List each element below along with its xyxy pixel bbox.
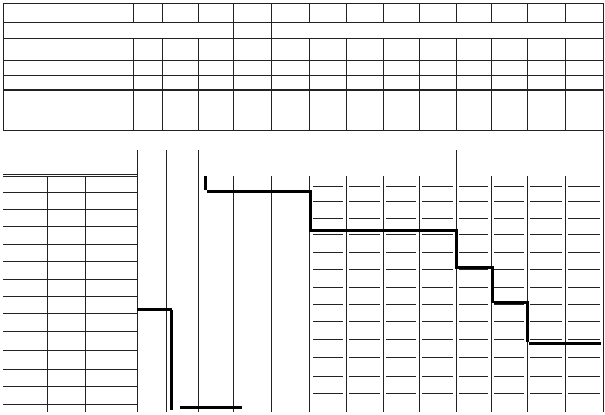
column-separator xyxy=(309,38,310,130)
cell-tick xyxy=(422,201,453,202)
cell-tick xyxy=(422,376,453,377)
column-separator xyxy=(271,3,272,22)
limit-step xyxy=(207,190,312,193)
row-line xyxy=(3,331,137,332)
limit-step xyxy=(137,308,172,311)
cell-tick xyxy=(386,393,416,394)
lower-separator xyxy=(137,150,138,412)
cell-tick xyxy=(494,393,524,394)
cell-tick xyxy=(568,252,600,253)
lower-separator xyxy=(527,176,528,412)
column-separator xyxy=(198,3,199,22)
limit-step xyxy=(455,229,458,269)
cell-tick xyxy=(349,252,380,253)
top-border xyxy=(3,3,603,4)
cell-tick xyxy=(459,201,488,202)
column-separator xyxy=(456,38,457,130)
row-line xyxy=(3,192,137,193)
cell-tick xyxy=(349,357,380,358)
row-line xyxy=(3,386,137,387)
column-separator xyxy=(565,38,566,130)
cell-tick xyxy=(459,234,488,235)
cell-tick xyxy=(313,357,343,358)
limit-step xyxy=(170,310,173,410)
limit-step xyxy=(204,176,207,190)
cell-tick xyxy=(386,357,416,358)
cell-tick xyxy=(386,339,416,340)
cell-tick xyxy=(568,287,600,288)
cell-tick xyxy=(459,186,488,187)
column-separator xyxy=(309,3,310,22)
cell-tick xyxy=(494,304,524,305)
cell-tick xyxy=(568,186,600,187)
column-separator xyxy=(346,38,347,130)
cell-tick xyxy=(530,186,562,187)
tolerance-separator xyxy=(233,22,234,38)
lower-header-divider xyxy=(3,174,137,175)
cell-tick xyxy=(349,321,380,322)
cell-tick xyxy=(313,269,343,270)
cell-tick xyxy=(459,393,488,394)
column-separator xyxy=(419,38,420,130)
lower-separator xyxy=(383,176,384,412)
lower-separator xyxy=(603,130,604,412)
lower-separator xyxy=(166,150,167,412)
column-separator xyxy=(491,3,492,22)
cell-tick xyxy=(494,287,524,288)
cell-tick xyxy=(349,304,380,305)
row-line xyxy=(3,369,137,370)
row-line xyxy=(3,176,137,177)
limit-step xyxy=(491,266,494,303)
cell-tick xyxy=(313,339,343,340)
cell-tick xyxy=(568,339,600,340)
column-separator xyxy=(133,38,134,130)
param-underline xyxy=(3,89,603,90)
column-separator xyxy=(133,3,134,22)
cell-tick xyxy=(530,201,562,202)
cell-tick xyxy=(530,357,562,358)
column-separator xyxy=(162,3,163,22)
cell-tick xyxy=(349,269,380,270)
cell-tick xyxy=(568,201,600,202)
lower-separator xyxy=(419,176,420,412)
limit-step xyxy=(526,301,529,342)
column-separator xyxy=(419,3,420,22)
cell-tick xyxy=(459,269,488,270)
limit-step xyxy=(309,190,312,232)
cell-tick xyxy=(494,357,524,358)
column-separator xyxy=(233,3,234,22)
row-line xyxy=(3,261,137,262)
cell-tick xyxy=(386,234,416,235)
cell-tick xyxy=(349,287,380,288)
cell-tick xyxy=(494,234,524,235)
column-separator xyxy=(346,3,347,22)
cell-tick xyxy=(386,252,416,253)
cell-tick xyxy=(568,234,600,235)
tolerance-separator xyxy=(271,22,272,38)
row-line xyxy=(3,209,137,210)
cell-tick xyxy=(568,393,600,394)
cell-tick xyxy=(459,376,488,377)
cell-tick xyxy=(422,252,453,253)
column-separator xyxy=(527,38,528,130)
cell-tick xyxy=(349,186,380,187)
column-separator xyxy=(456,3,457,22)
cell-tick xyxy=(386,186,416,187)
cell-tick xyxy=(459,218,488,219)
cell-tick xyxy=(349,376,380,377)
cell-tick xyxy=(494,252,524,253)
cell-tick xyxy=(494,339,524,340)
limit-step xyxy=(180,406,242,409)
cell-tick xyxy=(349,393,380,394)
cell-tick xyxy=(386,269,416,270)
column-separator xyxy=(198,38,199,130)
lower-separator xyxy=(85,176,86,412)
cell-tick xyxy=(422,339,453,340)
limit-step xyxy=(312,229,455,232)
cell-tick xyxy=(313,321,343,322)
cell-tick xyxy=(422,186,453,187)
lower-separator xyxy=(346,176,347,412)
shear-divider xyxy=(3,130,603,131)
cell-tick xyxy=(494,376,524,377)
cell-tick xyxy=(568,321,600,322)
cell-tick xyxy=(422,321,453,322)
cell-tick xyxy=(386,321,416,322)
cell-tick xyxy=(349,339,380,340)
row-line xyxy=(3,279,137,280)
cell-tick xyxy=(530,287,562,288)
cell-tick xyxy=(313,201,343,202)
cell-tick xyxy=(530,269,562,270)
cell-tick xyxy=(568,218,600,219)
cell-tick xyxy=(530,393,562,394)
cell-tick xyxy=(422,287,453,288)
params-divider xyxy=(3,90,603,91)
cell-tick xyxy=(459,357,488,358)
tolerance-divider xyxy=(3,38,603,39)
left-border-top xyxy=(3,3,4,130)
cell-tick xyxy=(422,218,453,219)
row-line xyxy=(3,296,137,297)
cell-tick xyxy=(568,304,600,305)
cell-tick xyxy=(459,339,488,340)
cell-tick xyxy=(313,304,343,305)
cell-tick xyxy=(313,393,343,394)
cell-tick xyxy=(422,304,453,305)
cell-tick xyxy=(386,287,416,288)
cell-tick xyxy=(313,186,343,187)
cell-tick xyxy=(349,234,380,235)
tol-group-separator xyxy=(456,150,457,176)
lower-separator xyxy=(233,176,234,412)
row-line xyxy=(3,350,137,351)
cell-tick xyxy=(459,287,488,288)
cell-tick xyxy=(313,218,343,219)
cell-tick xyxy=(568,269,600,270)
cell-tick xyxy=(349,201,380,202)
cell-tick xyxy=(313,287,343,288)
lower-separator xyxy=(47,176,48,412)
lower-separator xyxy=(271,176,272,412)
row-line xyxy=(3,404,137,405)
cell-tick xyxy=(313,252,343,253)
limit-step xyxy=(529,342,601,345)
row-line xyxy=(3,313,137,314)
cell-tick xyxy=(568,376,600,377)
limit-step xyxy=(494,301,528,304)
cell-tick xyxy=(386,376,416,377)
cell-tick xyxy=(494,321,524,322)
column-separator xyxy=(491,38,492,130)
cell-tick xyxy=(459,321,488,322)
cell-tick xyxy=(422,269,453,270)
column-separator xyxy=(527,3,528,22)
cell-tick xyxy=(530,339,562,340)
cell-tick xyxy=(530,252,562,253)
cell-tick xyxy=(313,376,343,377)
cell-tick xyxy=(459,252,488,253)
cell-tick xyxy=(494,218,524,219)
cell-tick xyxy=(568,357,600,358)
cell-tick xyxy=(530,218,562,219)
cell-tick xyxy=(530,304,562,305)
param-underline xyxy=(3,60,603,61)
cell-tick xyxy=(494,186,524,187)
column-separator xyxy=(271,38,272,130)
cell-tick xyxy=(459,304,488,305)
param-underline xyxy=(3,75,603,76)
column-separator xyxy=(162,38,163,130)
cell-tick xyxy=(422,357,453,358)
limit-step xyxy=(458,266,493,269)
cell-tick xyxy=(386,201,416,202)
cell-tick xyxy=(494,269,524,270)
cell-tick xyxy=(386,218,416,219)
cell-tick xyxy=(530,234,562,235)
column-separator xyxy=(383,38,384,130)
column-separator xyxy=(383,3,384,22)
lower-separator xyxy=(456,176,457,412)
column-separator xyxy=(233,38,234,130)
cell-tick xyxy=(530,321,562,322)
header-divider xyxy=(3,22,603,23)
cell-tick xyxy=(349,218,380,219)
column-separator xyxy=(565,3,566,22)
cell-tick xyxy=(386,304,416,305)
row-line xyxy=(3,226,137,227)
cell-tick xyxy=(530,376,562,377)
cell-tick xyxy=(422,393,453,394)
row-line xyxy=(3,244,137,245)
cell-tick xyxy=(422,234,453,235)
cell-tick xyxy=(494,201,524,202)
lower-separator xyxy=(565,176,566,412)
lower-separator xyxy=(198,176,199,412)
tol-group-separator xyxy=(198,150,199,176)
cell-tick xyxy=(313,234,343,235)
